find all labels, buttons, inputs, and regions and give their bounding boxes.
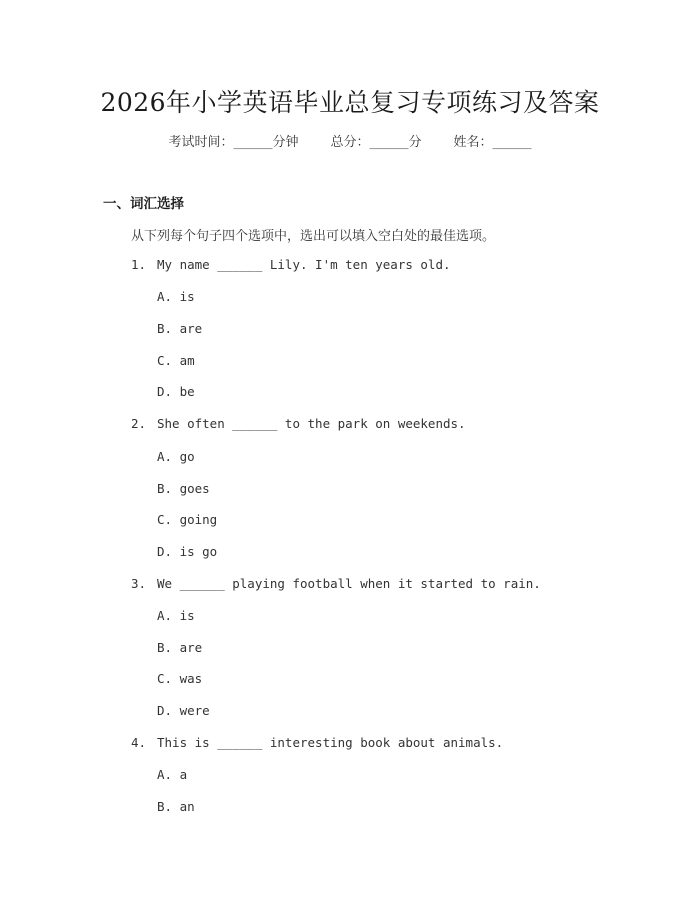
question-number: 1. [131,257,147,272]
question-number: 3. [131,576,147,591]
question-3-option-b: B. are [157,640,203,655]
question-1-option-a: A. is [157,289,195,304]
document-title: 2026年小学英语毕业总复习专项练习及答案 [100,88,600,117]
question-3-option-d: D. were [157,703,210,718]
question-2-option-a: A. go [157,449,195,464]
exam-meta-line [0,131,700,150]
question-3-option-a: A. is [157,608,195,623]
student-name-field: 姓名：______ [453,135,532,150]
question-4-option-a: A. a [157,767,188,782]
question-number: 4. [131,735,147,750]
question-text: My name ______ Lily. I'm ten years old. [157,257,451,272]
question-4-option-b: B. an [157,799,195,814]
question-1-option-c: C. am [157,353,195,368]
question-2-option-d: D. is go [157,544,218,559]
question-2-option-b: B. goes [157,481,210,496]
question-number: 2. [131,416,147,431]
question-text: We ______ playing football when it started to rain. [157,576,541,591]
question-3-option-c: C. was [157,671,203,686]
total-score-field: 总分：______分 [330,135,422,150]
question-text: She often ______ to the park on weekends. [157,416,466,431]
section-instruction: 从下列每个句子四个选项中，选出可以填入空白处的最佳选项。 [131,229,496,244]
question-2-option-c: C. going [157,512,218,527]
question-1-option-b: B. are [157,321,203,336]
question-1-option-d: D. be [157,384,195,399]
question-text: This is ______ interesting book about animals. [157,735,504,750]
section-heading: 一、词汇选择 [103,196,184,212]
exam-time-field: 考试时间：______分钟 [168,135,299,150]
